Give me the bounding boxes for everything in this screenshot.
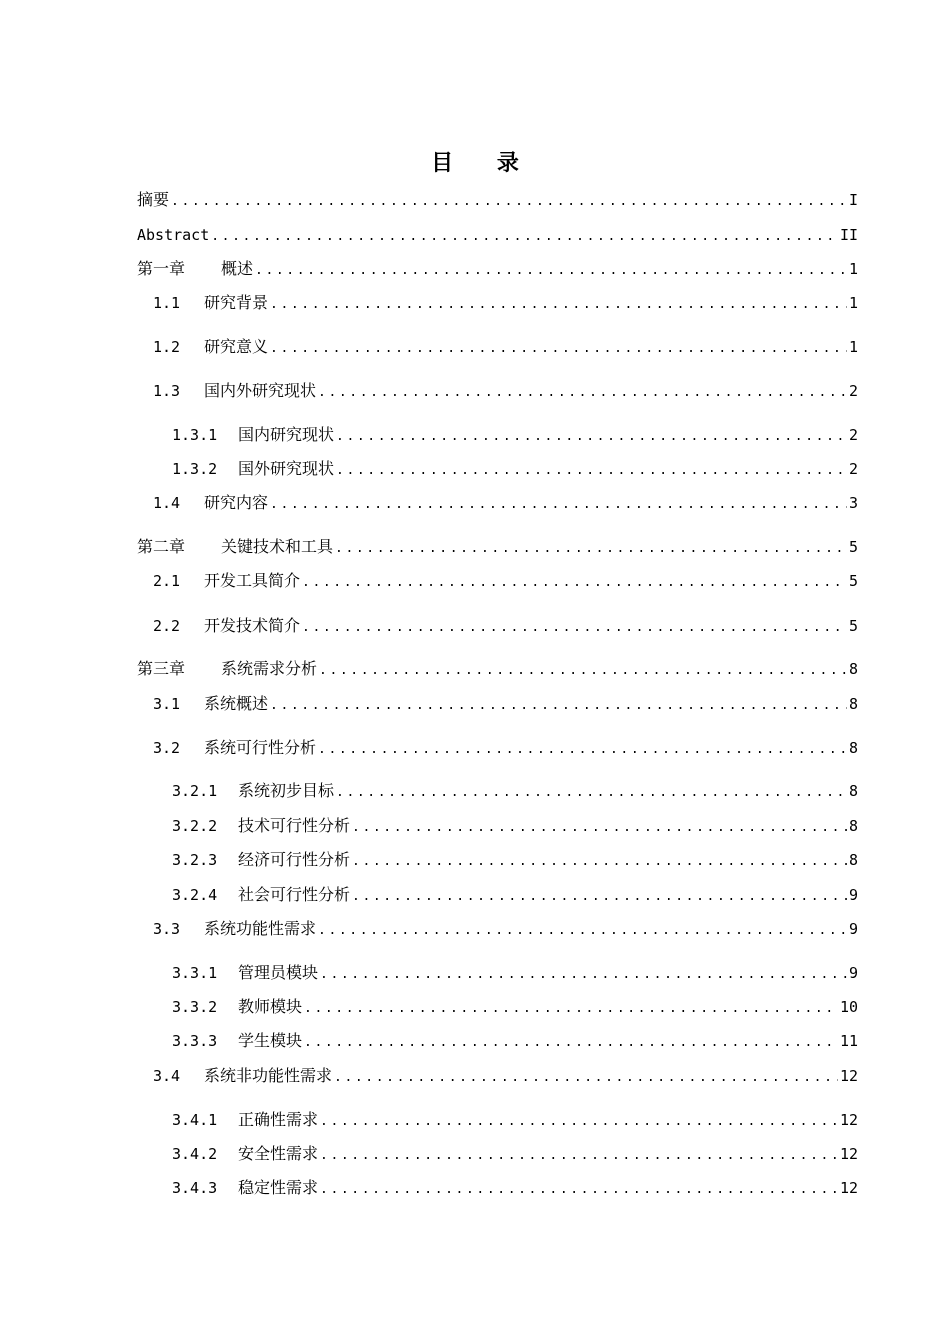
toc-entry-number: 3.4.1 [172, 1111, 218, 1129]
dot-leader [171, 190, 847, 214]
toc-entry[interactable] [137, 188, 858, 212]
toc-entry-title: 国内研究现状 [238, 425, 335, 444]
toc-entry-number: 1.2 [153, 338, 181, 356]
toc-entry-page: 8 [848, 782, 858, 800]
toc-entry-title: 学生模块 [238, 1031, 303, 1050]
toc-entry-number: 3.3.3 [172, 1032, 218, 1050]
dot-leader [270, 493, 847, 517]
toc-entry-number: 2.2 [153, 617, 181, 635]
toc-entry-page: 11 [839, 1032, 858, 1050]
dot-leader [304, 1031, 838, 1055]
toc-entry[interactable] [153, 291, 858, 315]
toc-entry-number: 3.3.1 [172, 964, 218, 982]
toc-entry[interactable] [153, 335, 858, 359]
page-title: 目 录 [431, 150, 537, 176]
dot-leader [320, 963, 847, 987]
toc-entry-number: 3.4.3 [172, 1179, 218, 1197]
toc-entry[interactable] [172, 883, 858, 907]
toc-entry-page: 2 [848, 460, 858, 478]
toc-entry-number: 3.4 [153, 1067, 181, 1085]
dot-leader [302, 571, 847, 595]
toc-entry-page: 12 [839, 1111, 858, 1129]
toc-entry-number: 3.1 [153, 695, 181, 713]
toc-entry[interactable] [172, 1108, 858, 1132]
toc-entry-page: 1 [848, 260, 858, 278]
toc-entry-number: 3.2.1 [172, 782, 218, 800]
toc-entry-page: 12 [839, 1145, 858, 1163]
toc-entry[interactable] [153, 614, 858, 638]
toc-entry-number: 1.1 [153, 294, 181, 312]
toc-entry-title: 国内外研究现状 [204, 381, 317, 400]
toc-entry[interactable] [137, 223, 858, 247]
dot-leader [319, 659, 847, 683]
toc-entry[interactable] [172, 1142, 858, 1166]
toc-entry-title: 稳定性需求 [238, 1178, 319, 1197]
toc-entry-title: 管理员模块 [238, 963, 319, 982]
dot-leader [335, 537, 847, 561]
toc-entry-page: 3 [848, 494, 858, 512]
toc-entry-title: 系统需求分析 [221, 659, 318, 678]
toc-entry-page: 5 [848, 617, 858, 635]
toc-entry[interactable] [172, 457, 858, 481]
toc-entry-page: 2 [848, 426, 858, 444]
toc-entry-title: 关键技术和工具 [221, 537, 334, 556]
dot-leader [270, 293, 847, 317]
toc-entry[interactable] [153, 692, 858, 716]
toc-entry-title: 教师模块 [238, 997, 303, 1016]
toc-entry[interactable] [172, 848, 858, 872]
toc-entry-title: 国外研究现状 [238, 459, 335, 478]
toc-entry[interactable] [153, 736, 858, 760]
toc-entry-number: 第二章 [137, 537, 186, 556]
toc-entry-title: 系统初步目标 [238, 781, 335, 800]
dot-leader [318, 738, 847, 762]
toc-entry[interactable] [153, 491, 858, 515]
toc-entry-number: 3.2.2 [172, 817, 218, 835]
toc-entry-page: I [848, 191, 858, 209]
toc-entry-title: 摘要 [137, 190, 170, 209]
toc-entry-page: 10 [839, 998, 858, 1016]
toc-entry-title: 系统概述 [204, 694, 269, 713]
toc-entry-number: 1.3.1 [172, 426, 218, 444]
toc-entry-page: 12 [839, 1179, 858, 1197]
toc-entry-page: 5 [848, 572, 858, 590]
toc-entry-title: 研究意义 [204, 337, 269, 356]
toc-entry-title: 系统可行性分析 [204, 738, 317, 757]
toc-entry-title: 系统功能性需求 [204, 919, 317, 938]
toc-entry-number: 3.2.4 [172, 886, 218, 904]
toc-entry[interactable] [153, 917, 858, 941]
dot-leader [270, 694, 847, 718]
toc-entry-title: 研究内容 [204, 493, 269, 512]
toc-entry-number: 3.2 [153, 739, 181, 757]
dot-leader [255, 259, 847, 283]
toc-entry-title: Abstract [137, 226, 210, 244]
toc-entry[interactable] [153, 1064, 858, 1088]
toc-entry-number: 1.3.2 [172, 460, 218, 478]
toc-entry-title: 安全性需求 [238, 1144, 319, 1163]
toc-entry[interactable] [172, 779, 858, 803]
toc-entry-title: 概述 [221, 259, 254, 278]
toc-entry[interactable] [172, 1176, 858, 1200]
toc-entry[interactable] [153, 569, 858, 593]
toc-entry-page: 8 [848, 660, 858, 678]
dot-leader [320, 1178, 838, 1202]
dot-leader [334, 1066, 838, 1090]
toc-entry-number: 3.3.2 [172, 998, 218, 1016]
toc-entry-page: 12 [839, 1067, 858, 1085]
dot-leader [320, 1110, 838, 1134]
toc-entry-number: 3.4.2 [172, 1145, 218, 1163]
toc-entry-page: 1 [848, 338, 858, 356]
toc-entry[interactable] [172, 995, 858, 1019]
dot-leader [304, 997, 838, 1021]
toc-entry[interactable] [172, 814, 858, 838]
dot-leader [318, 381, 847, 405]
dot-leader [352, 850, 847, 874]
toc-entry-page: 8 [848, 817, 858, 835]
toc-entry-page: 8 [848, 695, 858, 713]
dot-leader [211, 225, 838, 249]
toc-entry-title: 系统非功能性需求 [204, 1066, 333, 1085]
dot-leader [336, 459, 847, 483]
toc-entry[interactable] [172, 961, 858, 985]
toc-entry-page: 8 [848, 739, 858, 757]
toc-entry[interactable] [172, 1029, 858, 1053]
toc-entry-page: 8 [848, 851, 858, 869]
toc-entry-page: II [839, 226, 858, 244]
dot-leader [302, 616, 847, 640]
toc-entry-title: 开发工具简介 [204, 571, 301, 590]
toc-entry-page: 9 [848, 964, 858, 982]
dot-leader [352, 816, 847, 840]
toc-entry-number: 第三章 [137, 659, 186, 678]
toc-entry-number: 1.3 [153, 382, 181, 400]
toc-entry-page: 5 [848, 538, 858, 556]
toc-entry-title: 正确性需求 [238, 1110, 319, 1129]
toc-entry[interactable] [137, 257, 858, 281]
toc-entry-title: 经济可行性分析 [238, 850, 351, 869]
toc-entry-page: 9 [848, 920, 858, 938]
toc-entry-title: 社会可行性分析 [238, 885, 351, 904]
dot-leader [336, 425, 847, 449]
toc-entry-number: 3.3 [153, 920, 181, 938]
toc-entry-number: 第一章 [137, 259, 186, 278]
dot-leader [336, 781, 847, 805]
toc-entry-number: 2.1 [153, 572, 181, 590]
toc-entry[interactable] [172, 423, 858, 447]
toc-entry-page: 1 [848, 294, 858, 312]
toc-entry[interactable] [137, 535, 858, 559]
toc-entry-number: 1.4 [153, 494, 181, 512]
toc-entry[interactable] [153, 379, 858, 403]
toc-entry-page: 2 [848, 382, 858, 400]
toc-entry-title: 研究背景 [204, 293, 269, 312]
toc-entry-number: 3.2.3 [172, 851, 218, 869]
toc-entry-title: 开发技术简介 [204, 616, 301, 635]
dot-leader [352, 885, 847, 909]
toc-entry[interactable] [137, 657, 858, 681]
dot-leader [318, 919, 847, 943]
toc-entry-title: 技术可行性分析 [238, 816, 351, 835]
toc-entry-page: 9 [848, 886, 858, 904]
dot-leader [320, 1144, 838, 1168]
dot-leader [270, 337, 847, 361]
